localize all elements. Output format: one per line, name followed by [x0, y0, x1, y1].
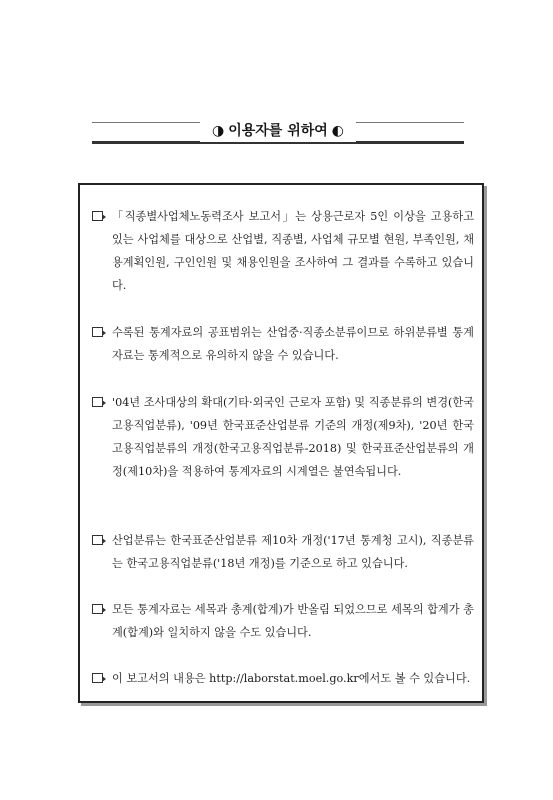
note-text-1: 「직종별사업체노동력조사 보고서」는 상용근로자 5인 이상을 고용하고 있는 사업체를 대상으로 산업별, 직종별, 사업체 규모별 현원, 부족인원, 채용계획인원, 구인인원 및 채용인원을 조사하여 그 결과를 수록하고 있습니다. — [112, 210, 474, 292]
note-text-6: 이 보고서의 내용은 http://laborstat.moel.go.kr에서도 볼 수 있습니다. — [112, 672, 471, 685]
note-item-2 — [92, 321, 474, 367]
note-text-2: 수록된 통계자료의 공표범위는 산업중·직종소분류이므로 하위분류별 통계자료는 통계적으로 유의하지 않을 수 있습니다. — [112, 326, 474, 362]
pointing-note-icon — [92, 604, 103, 614]
note-item-5 — [92, 598, 474, 644]
page-title — [200, 120, 356, 142]
section-header — [92, 118, 464, 146]
note-item-6 — [92, 667, 474, 690]
note-text-4: 산업분류는 한국표준산업분류 제10차 개정('17년 통계청 고시), 직종분류는 한국고용직업분류('18년 개정)를 기준으로 하고 있습니다. — [112, 534, 474, 570]
note-text-5: 모든 통계자료는 세목과 총계(합계)가 반올림 되었으므로 세목의 합계가 총계(합계)와 일치하지 않을 수도 있습니다. — [112, 603, 474, 639]
pointing-note-icon — [92, 327, 103, 337]
note-item-1 — [92, 205, 474, 297]
pointing-note-icon — [92, 211, 103, 221]
pointing-note-icon — [92, 397, 103, 407]
pointing-note-icon — [92, 535, 103, 545]
note-item-4 — [92, 529, 474, 575]
note-item-3 — [92, 391, 474, 483]
left-half-circle-icon: ◑ — [212, 123, 225, 139]
page-title-text: 이용자를 위하여 — [228, 123, 328, 139]
right-half-circle-icon: ◐ — [331, 123, 344, 139]
pointing-note-icon — [92, 673, 103, 683]
note-text-3: '04년 조사대상의 확대(기타·외국인 근로자 포함) 및 직종분류의 변경(한국고용직업분류), '09년 한국표준산업분류 기준의 개정(제9차), '20년 한국고용직업분류의 개정(한국고용직업분류-2018) 및 한국표준산업분류의 개정(제10차)을 적용하여 통계자료의 시계열은 불연속됩니다. — [112, 396, 474, 478]
